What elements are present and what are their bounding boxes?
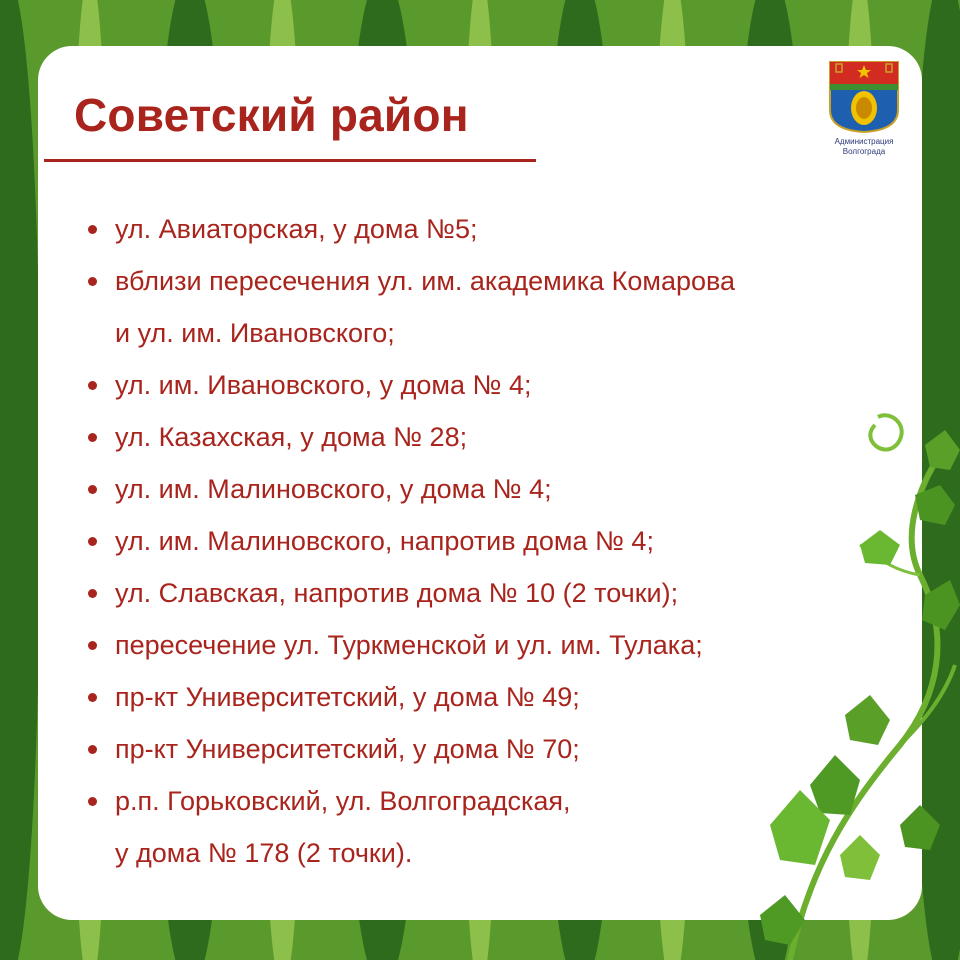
address-text: ул. Славская, напротив дома № 10 (2 точки); <box>115 578 679 608</box>
address-text: ул. им. Малиновского, у дома № 4; <box>115 474 552 504</box>
address-text-continued: и ул. им. Ивановского; <box>115 318 395 348</box>
list-item <box>88 255 735 359</box>
logo-caption-line2: Волгограда <box>842 147 886 156</box>
address-text: пр-кт Университетский, у дома № 70; <box>115 734 580 764</box>
list-item <box>88 411 735 463</box>
bullet-icon <box>88 537 97 546</box>
list-item <box>88 567 735 619</box>
bullet-icon <box>88 641 97 650</box>
city-administration-logo <box>818 60 910 172</box>
list-item <box>88 203 735 255</box>
address-text: пр-кт Университетский, у дома № 49; <box>115 682 580 712</box>
list-item <box>88 723 735 775</box>
bullet-icon <box>88 381 97 390</box>
address-list <box>88 203 735 879</box>
address-text: вблизи пересечения ул. им. академика Комарова <box>115 266 736 296</box>
bullet-icon <box>88 745 97 754</box>
address-text: р.п. Горьковский, ул. Волгоградская, <box>115 786 571 816</box>
coat-of-arms-icon <box>828 60 900 134</box>
bullet-icon <box>88 277 97 286</box>
list-item <box>88 463 735 515</box>
bullet-icon <box>88 485 97 494</box>
bullet-icon <box>88 433 97 442</box>
address-text: ул. Авиаторская, у дома №5; <box>115 214 478 244</box>
page-title: Советский район <box>74 89 469 141</box>
address-text: ул. им. Малиновского, напротив дома № 4; <box>115 526 654 556</box>
list-item <box>88 775 735 879</box>
list-item <box>88 359 735 411</box>
address-text-continued: у дома № 178 (2 точки). <box>115 838 413 868</box>
list-item <box>88 619 735 671</box>
bullet-icon <box>88 225 97 234</box>
list-item <box>88 515 735 567</box>
address-text: пересечение ул. Туркменской и ул. им. Тулака; <box>115 630 703 660</box>
bullet-icon <box>88 797 97 806</box>
address-text: ул. Казахская, у дома № 28; <box>115 422 468 452</box>
bullet-icon <box>88 589 97 598</box>
title-underline <box>44 159 536 162</box>
address-text: ул. им. Ивановского, у дома № 4; <box>115 370 532 400</box>
list-item <box>88 671 735 723</box>
bullet-icon <box>88 693 97 702</box>
logo-caption-line1: Администрация <box>834 137 894 146</box>
